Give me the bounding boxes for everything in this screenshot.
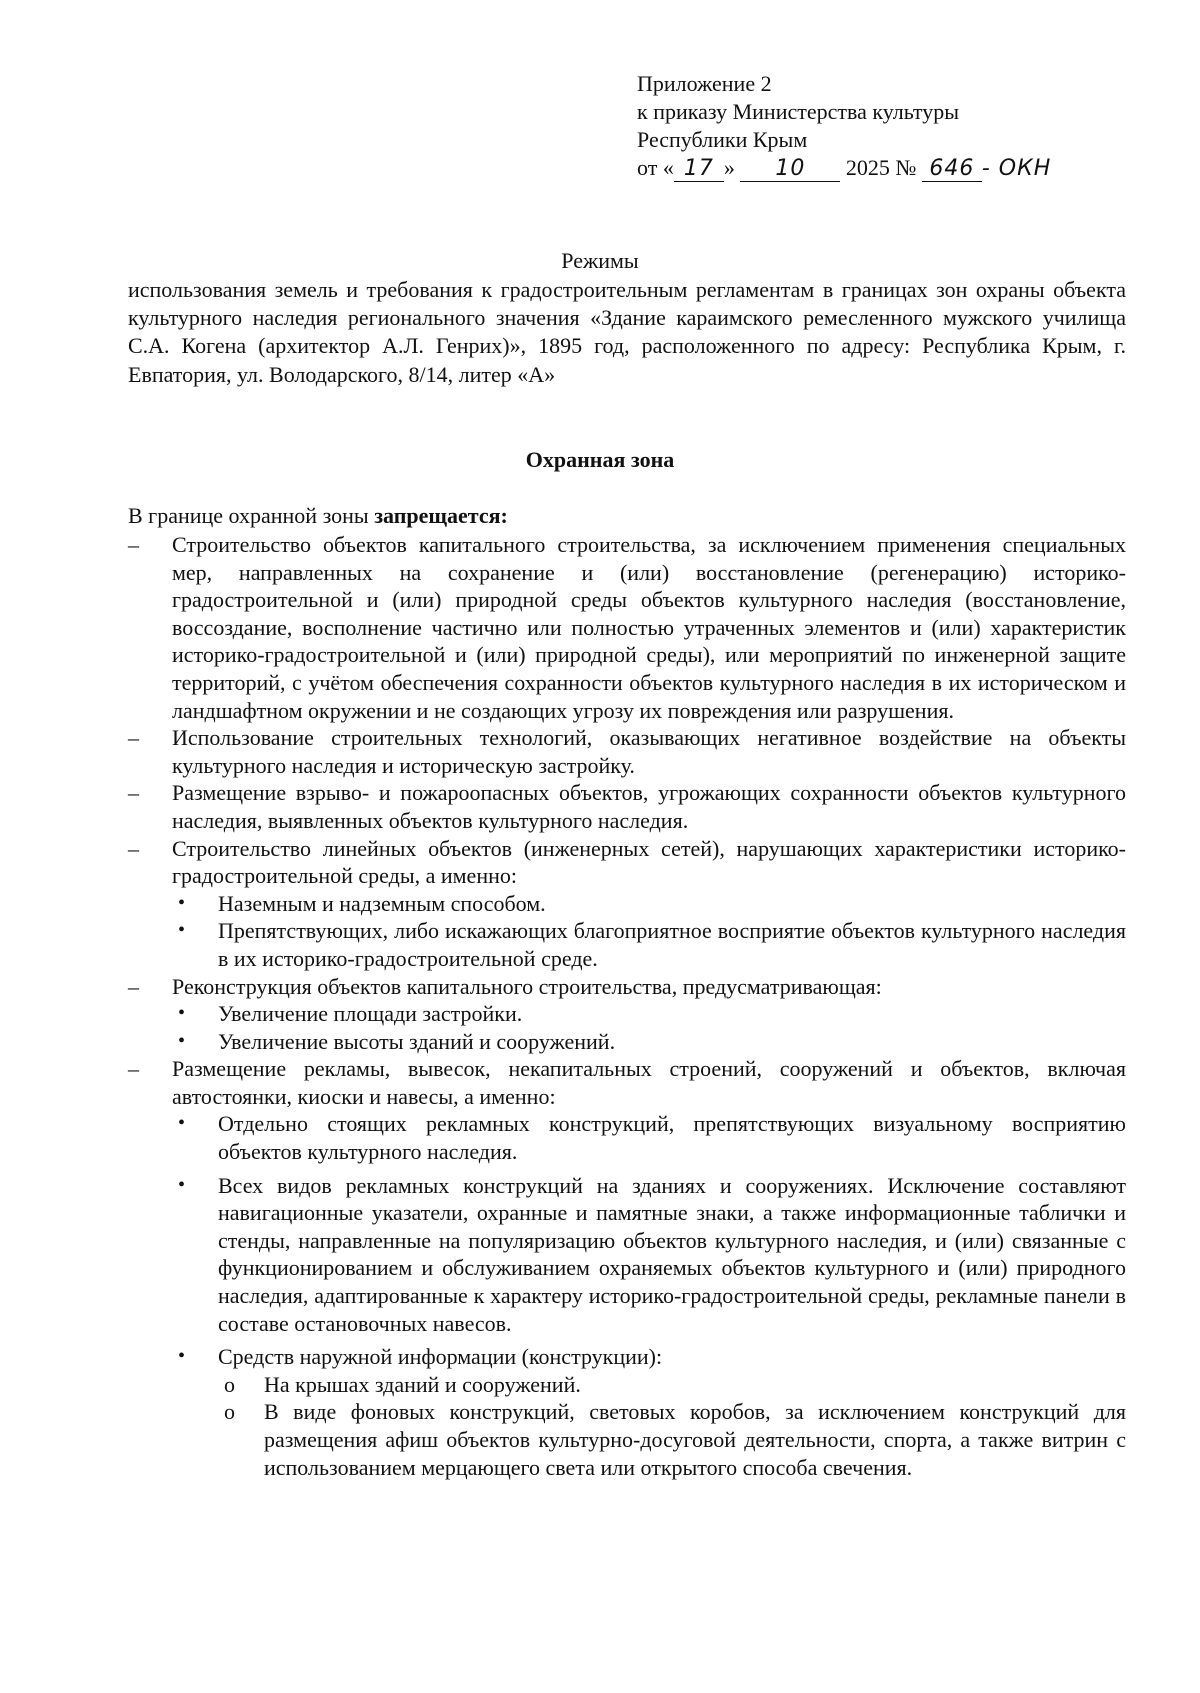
item-text: Реконструкция объектов капитального строительства, предусматривающая: — [172, 973, 882, 999]
item-text: Строительство линейных объектов (инженерных сетей), нарушающих характеристики историко-градостроительной среды, а именно: — [172, 835, 1126, 889]
sub-list-item — [128, 1000, 1126, 1028]
appendix-line-3: Республики Крым — [637, 127, 808, 152]
handwritten-month: 10 — [740, 157, 840, 182]
circle-marker: o — [224, 1371, 235, 1397]
list-item — [128, 835, 1126, 890]
item-text: Строительство объектов капитального строительства, за исключением применения специальных мер, направленных на сохранение и (или) восстановление (регенерацию) историко-градостроительной и (или) природной среды объектов культурного наследия (восстановление, воссоздание, восполнение частично или полностью утраченных элементов и (или) характеристик историко-градостроительной и (или) природной среды), или мероприятий по инженерной защите территорий, с учётом обеспечения сохранности объектов культурного наследия в их историческом и ландшафтном окружении и не создающих угрозу их повреждения или разрушения. — [172, 532, 1126, 723]
dash-marker: – — [128, 1056, 139, 1082]
sub-item-text: Увеличение площади застройки. — [218, 1001, 523, 1027]
handwritten-day: 17 — [674, 157, 724, 182]
sub-sub-item-text: На крышах зданий и сооружений. — [264, 1371, 581, 1397]
sub-list-item — [128, 1110, 1126, 1165]
item-text: Использование строительных технологий, оказывающих негативное воздействие на объекты культурного наследия и историческую застройку. — [172, 725, 1126, 778]
sub-item-text: Средств наружной информации (конструкции): — [218, 1344, 663, 1370]
dash-marker: – — [128, 780, 139, 806]
list-item — [128, 531, 1126, 724]
intro-text: В границе охранной зоны — [128, 503, 375, 528]
sub-list-item — [128, 917, 1126, 972]
sub-list-item — [128, 890, 1126, 918]
bullet-marker: • — [178, 1029, 186, 1052]
list-item — [128, 1055, 1126, 1110]
list-item — [128, 973, 1126, 1001]
bullet-marker: • — [178, 891, 186, 914]
date-prefix: от « — [637, 155, 674, 180]
appendix-date-line — [637, 154, 1051, 183]
intro-bold: запрещается: — [374, 503, 508, 528]
sub-item-text: Всех видов рекламных конструкций на зданиях и сооружениях. Исключение составляют навигационные указатели, охранные и памятные знаки, а также информационные таблички и стенды, направленные на популяризацию объектов культурного наследия, и (или) связанные с функционированием и обслуживанием охраняемых объектов культурного и (или) природного наследия, адаптированные к характеру историко-градостроительной среды, рекламные панели в составе остановочных навесов. — [218, 1172, 1126, 1336]
sub-item-text: Препятствующих, либо искажающих благоприятное восприятие объектов культурного наследия в их историко-градостроительной среде. — [218, 918, 1126, 971]
appendix-header — [637, 70, 1051, 183]
sub-list-item — [128, 1028, 1126, 1056]
prohibitions-list — [128, 531, 1126, 1481]
bullet-marker: • — [178, 1173, 186, 1196]
year-and-number-label: 2025 № — [845, 155, 917, 180]
sub-item-text: Наземным и надземным способом. — [218, 890, 546, 916]
appendix-line-1: Приложение 2 — [637, 71, 772, 96]
dash-marker: – — [128, 973, 139, 999]
sub-item-text: Увеличение высоты зданий и сооружений. — [218, 1028, 616, 1054]
bullet-marker: • — [178, 919, 186, 942]
appendix-line-2: к приказу Министерства культуры — [637, 99, 960, 124]
sub-item-text: Отдельно стоящих рекламных конструкций, препятствующих визуальному восприятию объектов культурного наследия. — [218, 1111, 1126, 1165]
intro-line — [128, 502, 508, 530]
sub-list-item — [128, 1343, 1126, 1371]
document-title: Режимы — [561, 248, 639, 273]
item-text: Размещение взрыво- и пожароопасных объектов, угрожающих сохранности объектов культурного наследия, выявленных объектов культурного наследия. — [172, 780, 1126, 833]
sub-list-item — [128, 1172, 1126, 1338]
list-item — [128, 724, 1126, 779]
zone-heading: Охранная зона — [525, 447, 675, 472]
sub-sub-list-item — [128, 1398, 1126, 1481]
bullet-marker: • — [178, 1112, 186, 1135]
list-item — [128, 779, 1126, 834]
bullet-marker: • — [178, 1002, 186, 1025]
handwritten-number-suffix: - ОКН — [981, 156, 1052, 181]
handwritten-number: 646 — [922, 157, 982, 182]
sub-sub-list-item — [128, 1371, 1126, 1399]
dash-marker: – — [128, 532, 139, 557]
dash-marker: – — [128, 725, 139, 751]
circle-marker: o — [224, 1399, 235, 1425]
item-text: Размещение рекламы, вывесок, некапитальных строений, сооружений и объектов, включая автостоянки, киоски и навесы, а именно: — [172, 1056, 1126, 1109]
document-subtitle: использования земель и требования к градостроительным регламентам в границах зон охраны объекта культурного наследия регионального значения «Здание караимского ремесленного мужского училища С.А. Когена (архитектор А.Л. Генрих)», 1895 год, расположенного по адресу: Республика Крым, г. Евпатория, ул. Володарского, 8/14, литер «А» — [128, 277, 1126, 387]
sub-sub-item-text: В виде фоновых конструкций, световых коробов, за исключением конструкций для размещения афиш объектов культурно-досуговой деятельности, спорта, а также витрин с использованием мерцающего света или открытого способа свечения. — [264, 1399, 1126, 1480]
bullet-marker: • — [178, 1345, 186, 1368]
date-day-close: » — [723, 155, 735, 180]
dash-marker: – — [128, 835, 139, 861]
